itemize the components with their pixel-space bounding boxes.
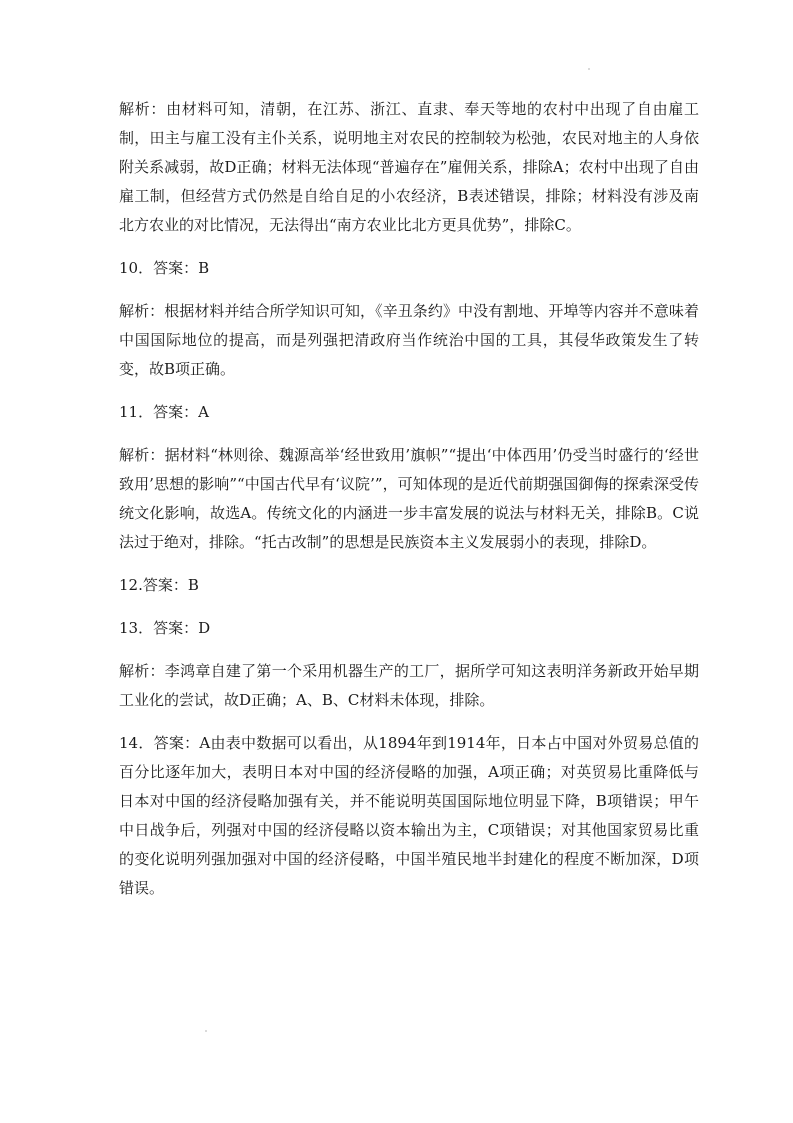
answer-line-12: 12.答案：B xyxy=(119,576,199,594)
answer-line-10: 10．答案：B xyxy=(119,259,210,277)
analysis-paragraph-9: 解析：由材料可知，清朝，在江苏、浙江、直隶、奉天等地的农村中出现了自由雇工制，田主与雇工没有主仆关系，说明地主对农民的控制较为松弛，农民对地主的人身依附关系减弱，故D正确；材料无法体现“普遍存在”雇佣关系，排除A；农村中出现了自由雇工制，但经营方式仍然是自给自足的小农经济，B表述错误，排除；材料没有涉及南北方农业的对比情况，无法得出“南方农业比北方更具优势”，排除C。 xyxy=(119,100,699,234)
scan-speck xyxy=(205,1030,207,1032)
document-body xyxy=(119,95,699,917)
analysis-paragraph-11: 解析：据材料“林则徐、魏源高举‘经世致用’旗帜”“提出‘中体西用’仍受当时盛行的‘经世致用’思想的影响”“中国古代早有‘议院’”，可知体现的是近代前期强国御侮的探索深受传统文化影响，故选A。传统文化的内涵进一步丰富发展的说法与材料无关，排除B。C说法过于绝对，排除。“托古改制”的思想是民族资本主义发展弱小的表现，排除D。 xyxy=(119,446,699,551)
analysis-paragraph-13: 解析：李鸿章自建了第一个采用机器生产的工厂，据所学可知这表明洋务新政开始早期工业化的尝试，故D正确；A、B、C材料未体现，排除。 xyxy=(119,662,699,709)
answer-line-13: 13．答案：D xyxy=(119,619,211,637)
analysis-paragraph-10: 解析：根据材料并结合所学知识可知，《辛丑条约》中没有割地、开埠等内容并不意味着中国国际地位的提高，而是列强把清政府当作统治中国的工具，其侵华政策发生了转变，故B项正确。 xyxy=(119,302,699,378)
analysis-paragraph-14: 14．答案：A由表中数据可以看出，从1894年到1914年，日本占中国对外贸易总值的百分比逐年加大，表明日本对中国的经济侵略的加强，A项正确；对英贸易比重降低与日本对中国的经济侵略加强有关，并不能说明英国国际地位明显下降，B项错误；甲午中日战争后，列强对中国的经济侵略以资本输出为主，C项错误；对其他国家贸易比重的变化说明列强加强对中国的经济侵略，中国半殖民地半封建化的程度不断加深，D项错误。 xyxy=(119,734,699,897)
answer-line-11: 11．答案：A xyxy=(119,403,209,421)
scan-speck xyxy=(588,68,590,70)
